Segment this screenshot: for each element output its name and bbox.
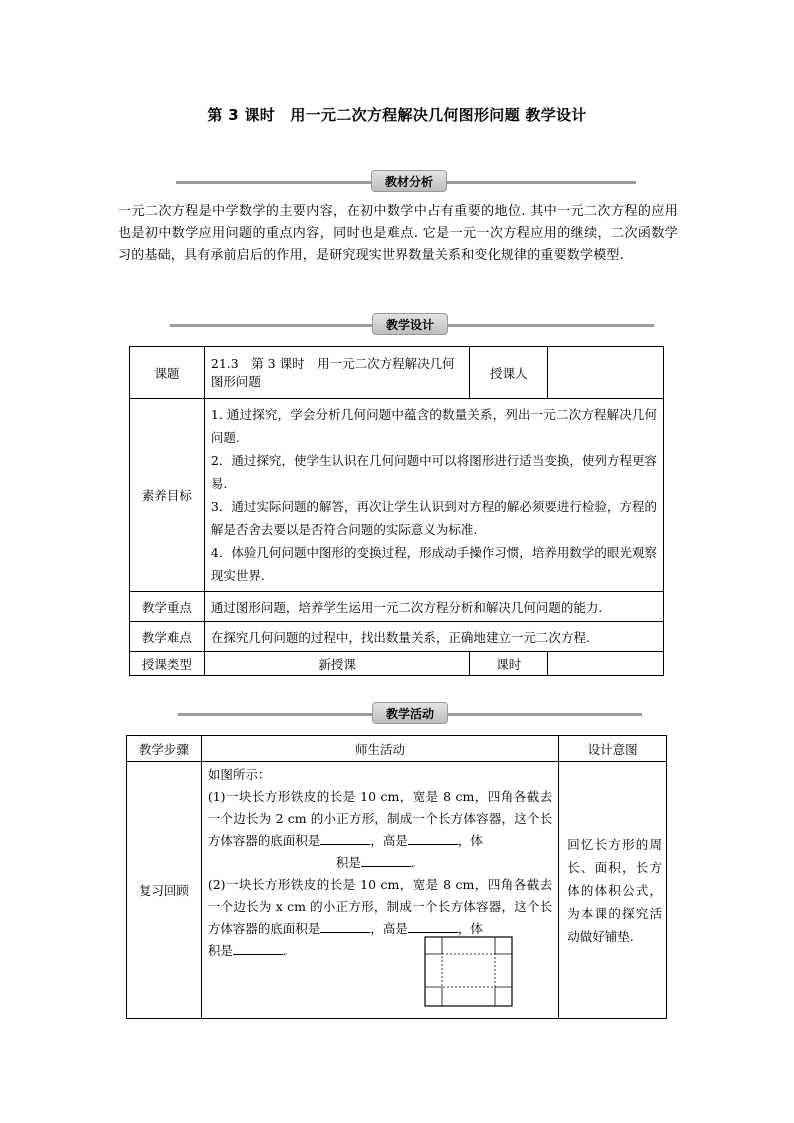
step-review: 复习回顾 [127, 762, 202, 1019]
q2-text-b: ，高是 [370, 921, 408, 936]
header-step: 教学步骤 [127, 736, 202, 762]
focus-value: 通过图形问题，培养学生运用一元二次方程分析和解决几何问题的能力. [204, 592, 663, 622]
activity-table [126, 735, 667, 1019]
sheet-diagram [424, 936, 514, 1008]
goal-item: 4．体验几何问题中图形的变换过程，形成动手操作习惯，培养用数学的眼光观察现实世界. [210, 545, 657, 583]
intent-cell: 回忆长方形的周长、面积，长方体的体积公式，为本课的探究活动做好铺垫. [559, 762, 667, 1019]
q1-text-a: (1)一块长方形铁皮的长是 10 cm，宽是 8 cm，四角各截去一个边长为 2 cm 的小正方形，制成一个长方体容器，这个长方体容器的底面积是 [207, 789, 553, 848]
q2-text-a: (2)一块长方形铁皮的长是 10 cm，宽是 8 cm，四角各截去一个边长为 x cm 的小正方形，制成一个长方体容器，这个长方体容器的底面积是 [207, 877, 553, 936]
q2-period: . [282, 943, 287, 958]
hours-value [548, 652, 664, 676]
goals-label: 素养目标 [130, 399, 205, 592]
q1-period: . [410, 855, 415, 870]
goal-item: 2．通过探究，使学生认识在几何问题中可以将图形进行适当变换，使列方程更容易. [210, 453, 657, 491]
goal-item: 3．通过实际问题的解答，再次让学生认识到对方程的解必须要进行检验，方程的解是否舍去要以是否符合问题的实际意义为标准. [210, 499, 657, 537]
header-intent: 设计意图 [559, 736, 667, 762]
analysis-paragraph [118, 201, 678, 267]
section-badge-design: 教学设计 [372, 313, 448, 335]
topic-label: 课题 [130, 347, 205, 399]
hours-label: 课时 [470, 652, 548, 676]
section-badge-activity: 教学活动 [372, 702, 448, 724]
q1-blank-area [320, 832, 370, 845]
type-label: 授课类型 [130, 652, 205, 676]
difficulty-value: 在探究几何问题的过程中，找出数量关系，正确地建立一元二次方程. [204, 622, 663, 652]
section-badge-analysis: 教材分析 [371, 170, 447, 192]
difficulty-label: 教学难点 [130, 622, 205, 652]
topic-value: 21.3 第 3 课时 用一元二次方程解决几何图形问题 [204, 347, 469, 399]
activity-intro: 如图所示： [207, 767, 271, 782]
teacher-value [548, 347, 664, 399]
q1-text-d: 积是 [335, 855, 361, 870]
goal-item: 1. 通过探究，学会分析几何问题中蕴含的数量关系，列出一元二次方程解决几何问题. [210, 407, 657, 445]
q1-text-c: ，体 [457, 833, 483, 848]
page-title: 第 3 课时 用一元二次方程解决几何图形问题 教学设计 [207, 106, 587, 124]
q2-text-c: ，体 [457, 921, 483, 936]
analysis-text: 一元二次方程是中学数学的主要内容，在初中数学中占有重要的地位. 其中一元二次方程的应用也是初中数学应用问题的重点内容，同时也是难点. 它是一元一次方程应用的继续，二次函数学习的基础，具有承前启后的作用，是研究现实世界数量关系和变化规律的重要数学模型. [118, 204, 678, 263]
q1-text-b: ，高是 [370, 833, 408, 848]
activity-cell [201, 762, 558, 1019]
type-value: 新授课 [204, 652, 469, 676]
section-header-analysis [0, 170, 794, 194]
q1-blank-volume [361, 854, 411, 867]
goals-cell [204, 399, 663, 592]
question-1 [208, 786, 552, 852]
focus-label: 教学重点 [130, 592, 205, 622]
q1-blank-height [408, 832, 458, 845]
q2-blank-volume [233, 942, 283, 955]
section-header-activity [0, 702, 794, 726]
q2-text-d: 积是 [207, 943, 233, 958]
teacher-label: 授课人 [470, 347, 548, 399]
design-table [129, 346, 664, 676]
q2-blank-height [408, 920, 458, 933]
question-1-volume [208, 852, 552, 874]
section-header-design [0, 313, 794, 337]
header-activity: 师生活动 [201, 736, 558, 762]
question-2 [208, 874, 552, 940]
q2-blank-area [320, 920, 370, 933]
